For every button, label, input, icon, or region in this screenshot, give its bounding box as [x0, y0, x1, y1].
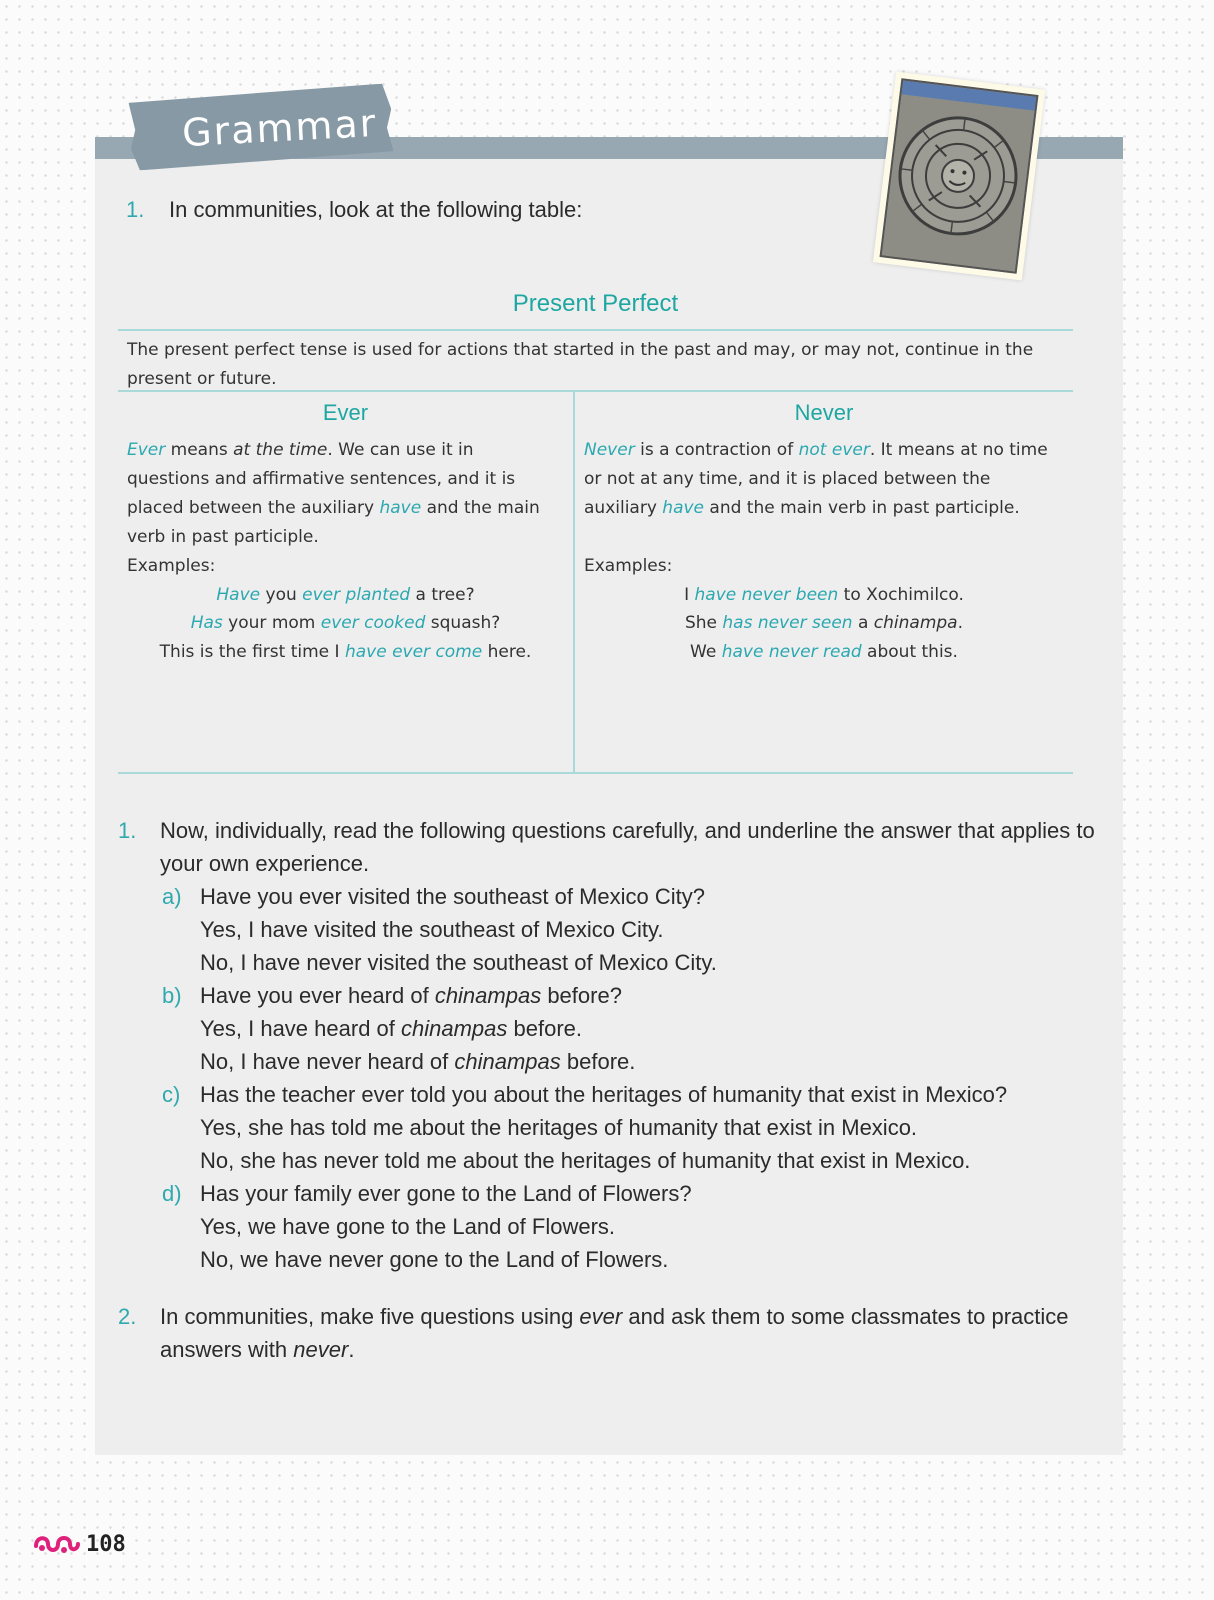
- question-text: Has your family ever gone to the Land of Flowers?: [200, 1181, 692, 1206]
- answer-no[interactable]: No, I have never visited the southeast of Mexico City.: [200, 950, 717, 975]
- table-top-rule: [118, 329, 1073, 331]
- table-header-rule: [118, 390, 1073, 392]
- page-number: 108: [86, 1532, 126, 1557]
- ever-heading: Ever: [322, 400, 369, 425]
- table-bottom-rule: [118, 772, 1073, 774]
- question-letter: a): [162, 884, 182, 909]
- ever-example: This is the first time I have ever come here.: [159, 642, 532, 662]
- never-example: I have never been to Xochimilco.: [684, 585, 964, 605]
- never-explanation: Never is a contraction of not ever. It means at no time or not at any time, and it is placed between the auxiliary have and the main verb in past participle.: [584, 440, 1048, 518]
- table-definition: The present perfect tense is used for actions that started in the past and may, or may not, continue in the present or future.: [127, 340, 1034, 389]
- section-title: Grammar: [180, 100, 379, 156]
- step-3-instruction: In communities, make five questions using ever and ask them to some classmates to practice: [160, 1304, 1069, 1329]
- step-2-instruction-cont: your own experience.: [160, 851, 370, 876]
- answer-yes[interactable]: Yes, she has told me about the heritages of humanity that exist in Mexico.: [200, 1115, 918, 1140]
- answer-yes[interactable]: Yes, we have gone to the Land of Flowers.: [200, 1214, 616, 1239]
- never-examples-label: Examples:: [584, 556, 673, 576]
- answer-no[interactable]: No, she has never told me about the heritages of humanity that exist in Mexico.: [200, 1148, 971, 1173]
- ever-example: Have you ever planted a tree?: [216, 585, 475, 605]
- step-3-instruction-cont: answers with never.: [160, 1337, 355, 1362]
- answer-yes[interactable]: Yes, I have visited the southeast of Mexico City.: [200, 917, 664, 942]
- never-example: She has never seen a chinampa.: [684, 613, 964, 633]
- ever-explanation: Ever means at the time. We can use it in questions and affirmative sentences, and it is placed between the auxiliary have and the main verb in past participle.: [127, 440, 540, 547]
- ever-example: Has your mom ever cooked squash?: [190, 613, 501, 633]
- question-letter: c): [162, 1082, 181, 1107]
- question-text: Have you ever heard of chinampas before?: [200, 983, 622, 1008]
- step-3-number: 2.: [118, 1304, 137, 1329]
- step-2-instruction: Now, individually, read the following questions carefully, and underline the answer that applies to: [160, 818, 1095, 843]
- publisher-logo-icon: [34, 1532, 80, 1558]
- question-text: Has the teacher ever told you about the heritages of humanity that exist in Mexico?: [200, 1082, 1008, 1107]
- aztec-calendar-image: [880, 78, 1039, 273]
- step-1-text: In communities, look at the following table:: [169, 197, 583, 222]
- table-title: Present Perfect: [512, 290, 679, 317]
- answer-yes[interactable]: Yes, I have heard of chinampas before.: [200, 1016, 582, 1041]
- step-1: [126, 197, 726, 227]
- question-text: Have you ever visited the southeast of Mexico City?: [200, 884, 706, 909]
- table-column-divider: [573, 392, 575, 772]
- never-heading: Never: [794, 400, 854, 425]
- step-2-number: 1.: [118, 818, 137, 843]
- answer-no[interactable]: No, we have never gone to the Land of Flowers.: [200, 1247, 669, 1272]
- aztec-calendar-stamp: [873, 72, 1045, 281]
- answer-no[interactable]: No, I have never heard of chinampas before.: [200, 1049, 636, 1074]
- ever-examples-label: Examples:: [127, 556, 216, 576]
- question-letter: b): [162, 983, 182, 1008]
- question-letter: d): [162, 1181, 182, 1206]
- never-example: We have never read about this.: [690, 642, 958, 662]
- step-1-number: 1.: [126, 197, 145, 222]
